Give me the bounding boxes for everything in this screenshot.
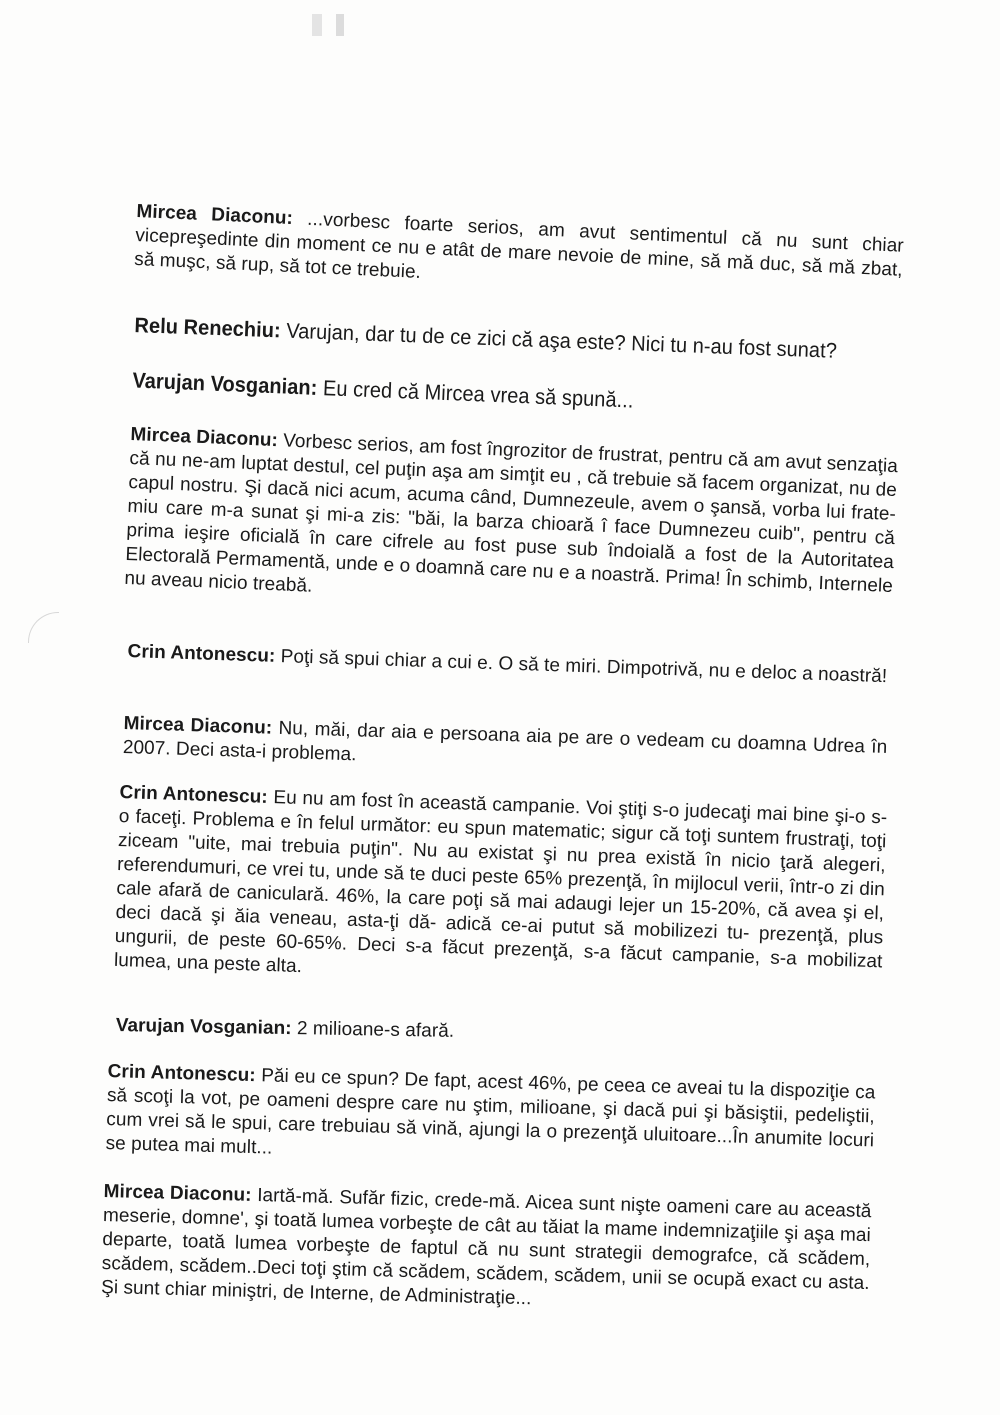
- speech-text: 2 milioane-s afară.: [291, 1018, 455, 1042]
- speech-text: Păi eu ce spun? De fapt, acest 46%, pe ceea ce aveai tu la dispoziţie ca să scoţi la vot, pe oameni despre care nu ştim, milioane, şi dacă pui şi băsiştii, pedeliştii, cum vrei să le spui, care trebuiau să vină, ajungi la o prezenţă uluitoare...În anumite locuri se putea mai mult...: [105, 1065, 876, 1159]
- speech-text: Varujan, dar tu de ce zici că aşa este? Nici tu n-au fost sunat?: [280, 319, 838, 364]
- speech-text: Eu cred că Mircea vrea să spună...: [316, 376, 634, 413]
- speaker-name: Crin Antonescu:: [127, 640, 276, 667]
- speaker-name: Mircea Diaconu:: [130, 423, 279, 452]
- transcript-paragraph: [132, 368, 653, 415]
- transcript-paragraph: [122, 712, 887, 784]
- transcript-paragraph: [114, 781, 888, 998]
- transcript-paragraph: [116, 1014, 516, 1045]
- speaker-name: Varujan Vosganian:: [115, 1014, 292, 1040]
- speaker-name: Mircea Diaconu:: [123, 712, 273, 739]
- speaker-name: Mircea Diaconu:: [103, 1180, 252, 1206]
- speech-text: Eu nu am fost în această campanie. Voi ştiţi s-o judecaţi mai bine şi-o s-o faceţi. Problema e în felul următor: eu spun matematic; sigur că toţi suntem frustraţi, toţi ziceam "uite, mai trebuia puţin". Nu au existat şi nu prea există în nicio ţară alegeri, referendumuri, ce vrei tu, unde să te duci peste 65% prezenţă, în mijlocul verii, într-o zi din cale afară de caniculară. 46%, la care poţi să mai adaugi lejer un 15-20%, că avea şi el, deci dacă şi ăia veneau, asta-ţi dă- adică ce-ai putut să mobilizezi tu- prezenţă, plus ungurii, de peste 60-65%. Deci s-a făcut prezenţă, s-a făcut campanie, s-a mobilizat lumea, una peste alta.: [113, 786, 888, 978]
- speaker-name: Crin Antonescu:: [119, 781, 269, 808]
- speech-text: Nu, măi, dar aia e persoana aia pe are o vedeam cu doamna Udrea în 2007. Deci asta-i problema.: [122, 717, 888, 766]
- speaker-name: Varujan Vosganian:: [132, 369, 318, 401]
- transcript-paragraph: [134, 313, 854, 365]
- speech-text: ...vorbesc foarte serios, am avut sentimentul că nu sunt chiar vicepreşedinte din moment ce nu e atât de mare nevoie de mine, să mă duc, să mă zbat, să muşc, să rup, să tot ce trebuie.: [133, 208, 905, 283]
- speech-text: Iartă-mă. Sufăr fizic, crede-mă. Aicea sunt nişte oameni care au această meserie, domne', şi toată lumea vorbeşte de cât au tăiat la mame indemnizaţiile şi aşa mai departe, toată lumea vorbeşte de faptul că nu sunt strategii demografce, că scădem, scădem, scădem..Deci toţi ştim că scădem, scădem, scădem, unii se ocupă exact cu asta. Şi sunt chiar miniştri, de Interne, de Administraţie...: [100, 1184, 872, 1310]
- speaker-name: Mircea Diaconu:: [136, 200, 294, 230]
- transcript-paragraph: [124, 423, 898, 623]
- transcript-paragraph: [134, 200, 904, 307]
- speech-text: Vorbesc serios, am fost îngrozitor de frustrat, pentru că am avut senzaţia că nu ne-am luptat destul, cel puţin aşa am simţit eu , că trebuie să facem organizat, nu de capul nostru. Şi dacă nici acum, acuma când, Dumnezeule, avem o şansă, vorba lui frate-miu care m-a sunat şi mi-a zis: "băi, la barza chioară î face Dumnezeu cuib", pentru că prima ieşire oficială în care cifrele au fost puse sub îndoială a fost de la Autoritatea Electorală Permamentă, unde e o doamnă care nu e a noastră. Prima! În schimb, Internele nu aveau nicio treabă.: [124, 430, 899, 598]
- speaker-name: Crin Antonescu:: [107, 1060, 256, 1087]
- transcript-paragraph: [127, 640, 891, 689]
- transcript-paragraph: [101, 1180, 872, 1320]
- speech-text: Poţi să spui chiar a cui e. O să te miri. Dimpotrivă, nu e deloc a noastră!: [275, 645, 888, 688]
- speaker-name: Relu Renechiu:: [134, 314, 282, 343]
- transcript-paragraph: [105, 1060, 875, 1177]
